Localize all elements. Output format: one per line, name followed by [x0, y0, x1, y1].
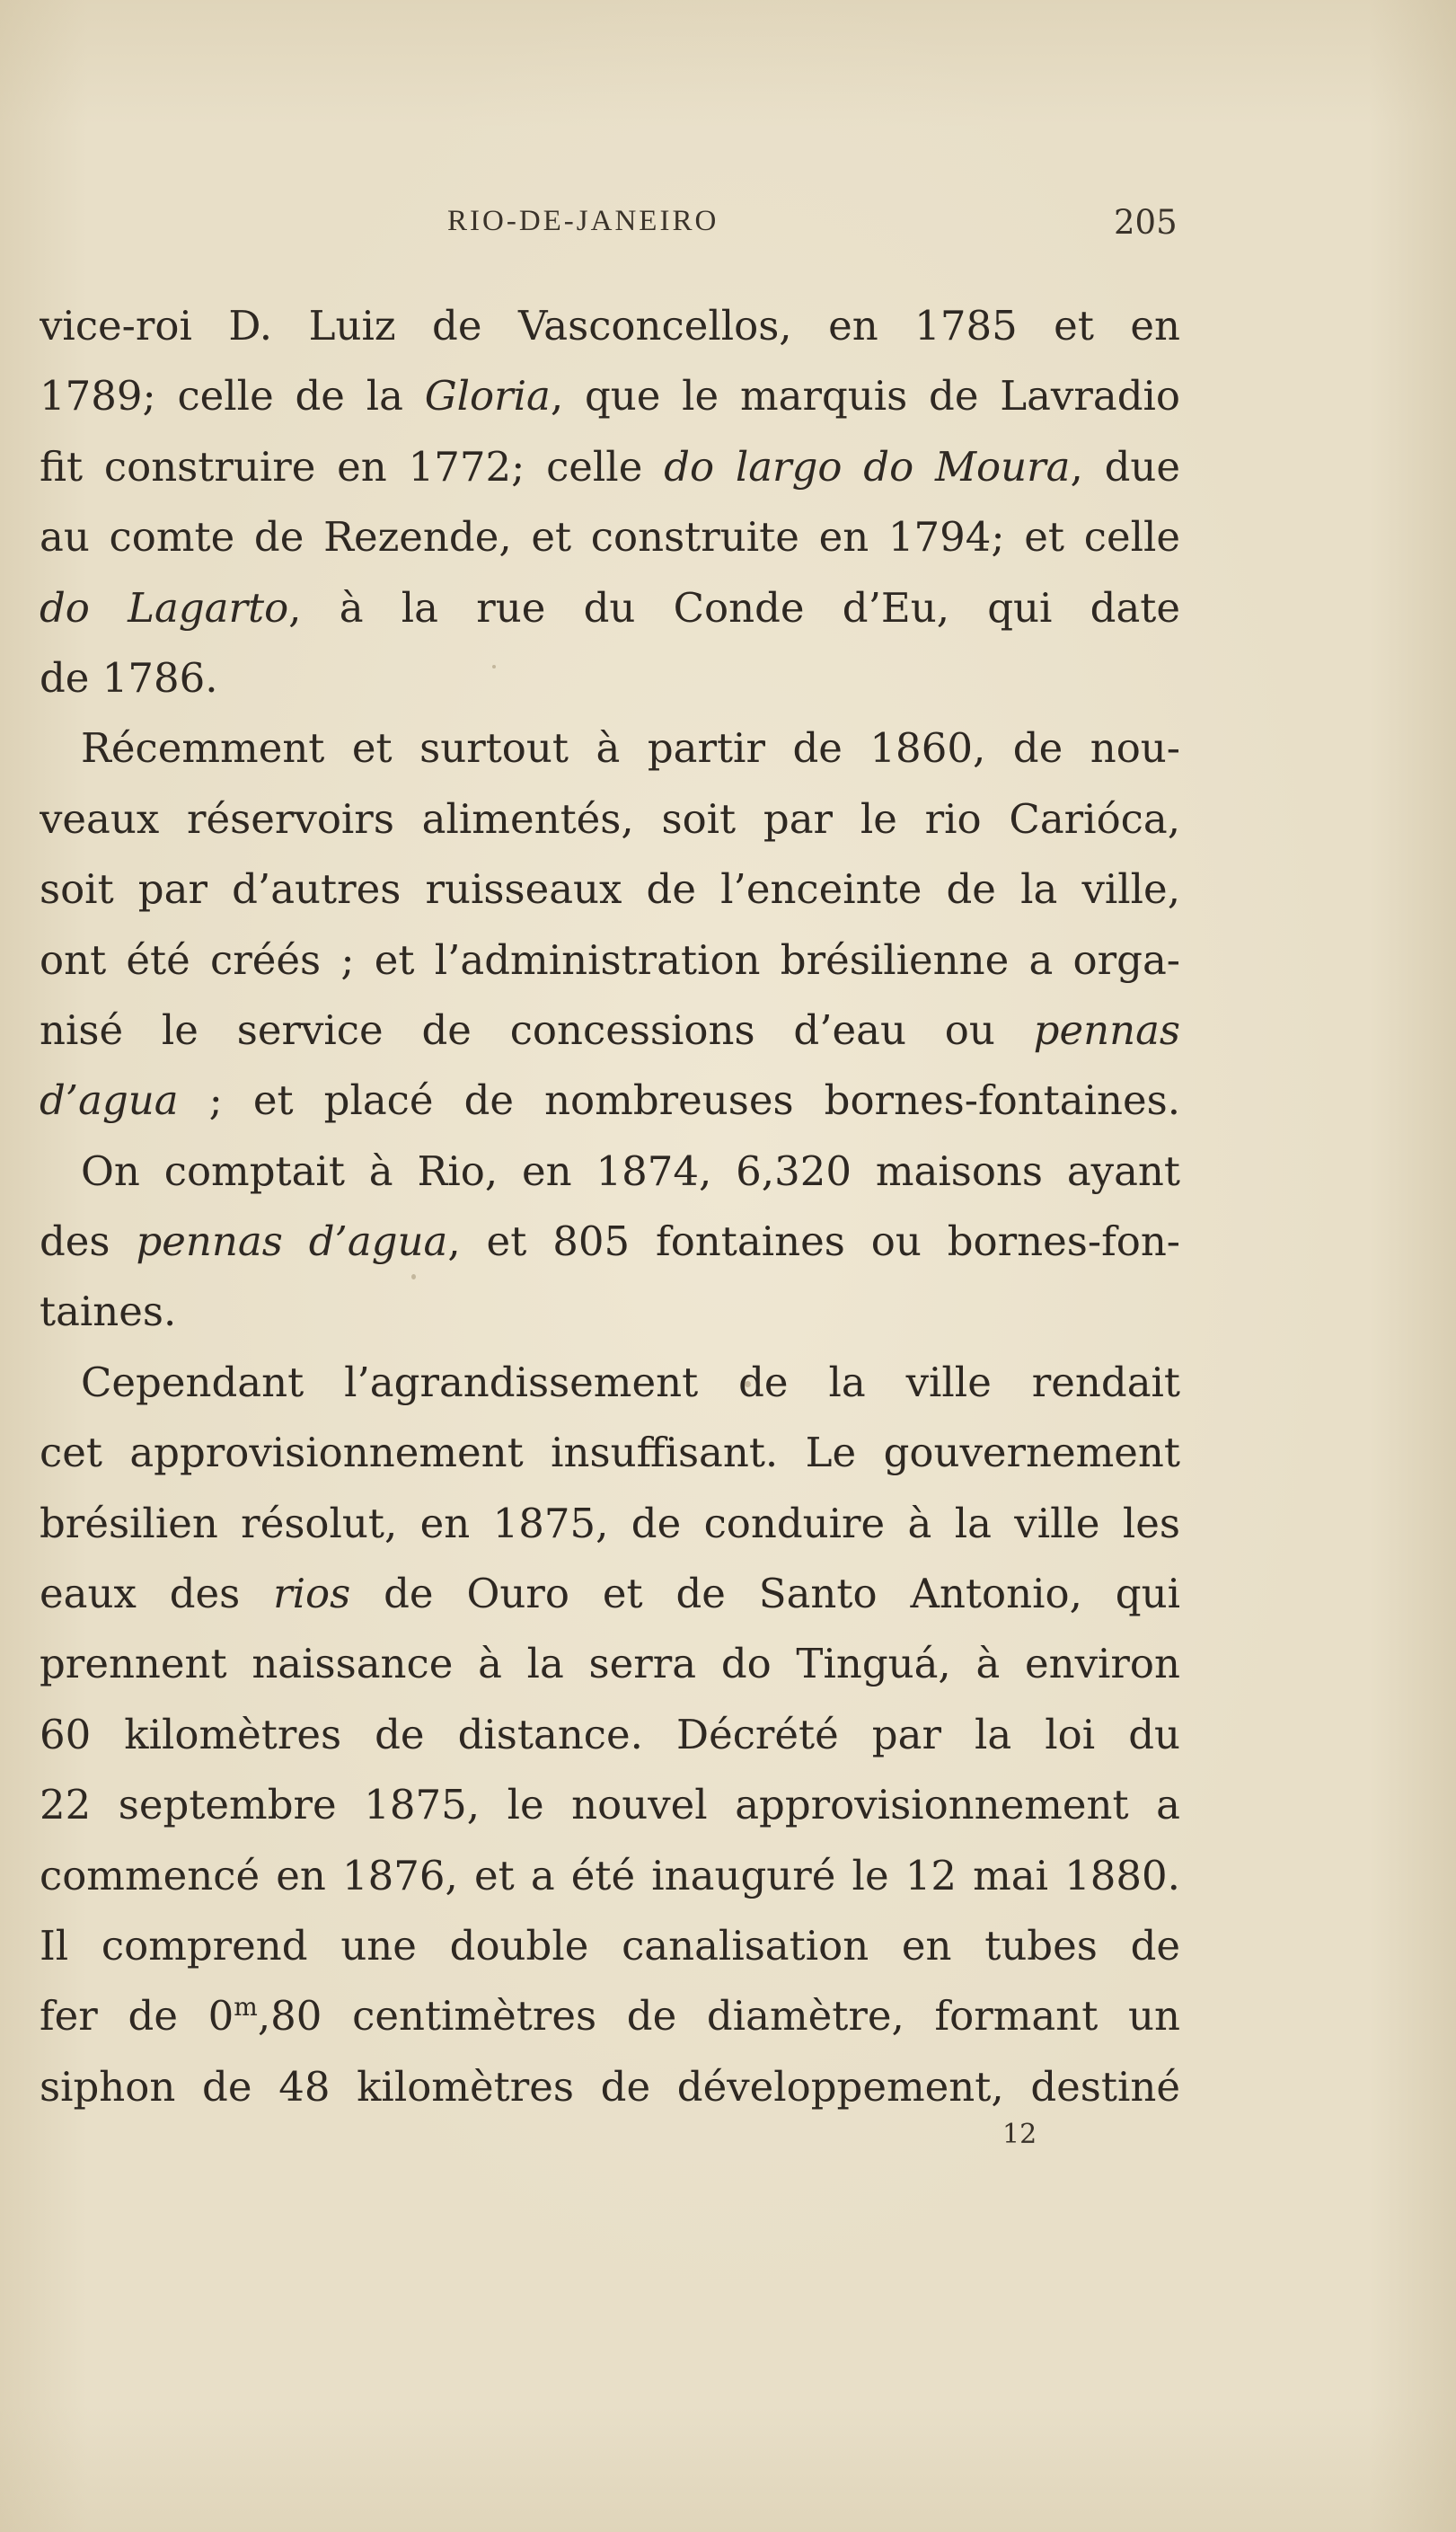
text-segment: de 1786.: [40, 653, 218, 702]
superscript: m: [234, 1992, 258, 2023]
paper-spot: [411, 1274, 416, 1279]
text-line: [40, 1418, 1180, 1488]
text-line: [40, 1066, 1180, 1136]
text-segment: fer de 0: [40, 1992, 234, 2041]
italic-text: rios: [273, 1570, 351, 1618]
text-line: [40, 361, 1180, 431]
text-segment: des: [40, 1217, 137, 1266]
text-segment: au comte de Rezende, et construite en 1794; et celle: [40, 513, 1180, 562]
text-line: [40, 1629, 1180, 1699]
text-segment: ont été créés ; et l’administration brésilienne a orga-: [40, 935, 1180, 984]
italic-text: d’agua: [40, 1076, 179, 1125]
italic-text: pennas: [1033, 1005, 1180, 1054]
text-line: [40, 1207, 1180, 1277]
text-segment: siphon de 48 kilomètres de développement, destiné: [40, 2062, 1180, 2111]
text-segment: nisé le service de concessions d’eau ou: [40, 1005, 1034, 1054]
signature-mark: 12: [1002, 2119, 1037, 2150]
text-segment: prennent naissance à la serra do Tinguá, à environ: [40, 1640, 1180, 1688]
text-segment: 1789; celle de la: [40, 372, 425, 421]
text-line: [40, 713, 1180, 784]
text-segment: veaux réservoirs alimentés, soit par le rio Carióca,: [40, 794, 1180, 843]
text-line: [40, 1348, 1180, 1418]
text-segment: Il comprend une double canalisation en tubes de: [40, 1921, 1180, 1970]
italic-text: do largo do Moura: [664, 442, 1071, 491]
text-line: [40, 1841, 1180, 1911]
paper-spot: [745, 1381, 751, 1387]
text-segment: On comptait à Rio, en 1874, 6,320 maisons ayant: [81, 1146, 1180, 1195]
text-segment: soit par d’autres ruisseaux de l’enceinte de la ville,: [40, 865, 1180, 914]
text-segment: commencé en 1876, et a été inauguré le 12 mai 1880.: [40, 1851, 1180, 1899]
italic-text: do Lagarto: [40, 583, 289, 632]
text-segment: Cependant l’agrandissement de la ville rendait: [81, 1358, 1180, 1406]
text-segment: ; et placé de nombreuses bornes-fontaines.: [178, 1076, 1180, 1125]
text-segment: Récemment et surtout à partir de 1860, de nou-: [81, 724, 1180, 773]
text-line: [40, 854, 1180, 925]
text-line: [40, 1137, 1180, 1207]
italic-text: pennas d’agua: [136, 1217, 448, 1266]
text-segment: taines.: [40, 1288, 177, 1336]
text-segment: eaux des: [40, 1570, 274, 1618]
text-line: [40, 502, 1180, 572]
text-segment: , et 805 fontaines ou bornes-fon-: [447, 1217, 1180, 1266]
body-text: [40, 291, 1180, 2122]
text-line: [40, 573, 1180, 643]
text-line: [40, 784, 1180, 854]
text-line: [40, 1489, 1180, 1559]
text-line: [40, 291, 1180, 361]
text-segment: 22 septembre 1875, le nouvel approvisionnement a: [40, 1781, 1180, 1829]
text-line: [40, 1770, 1180, 1840]
paper-spot: [492, 665, 496, 668]
text-line: [40, 1277, 1180, 1347]
text-line: [40, 925, 1180, 996]
text-segment: , que le marquis de Lavradio: [550, 372, 1180, 421]
text-segment: brésilien résolut, en 1875, de conduire à la ville les: [40, 1499, 1180, 1547]
text-segment: de Ouro et de Santo Antonio, qui: [350, 1570, 1180, 1618]
text-segment: vice-roi D. Luiz de Vasconcellos, en 1785 et en: [40, 302, 1180, 350]
italic-text: Gloria: [424, 372, 551, 421]
text-line: [40, 643, 1180, 713]
text-line: [40, 1911, 1180, 1981]
running-head: RIO-DE-JANEIRO: [447, 205, 719, 237]
text-line: [40, 996, 1180, 1066]
text-line: [40, 1981, 1180, 2051]
text-line: [40, 432, 1180, 502]
text-segment: , à la rue du Conde d’Eu, qui date: [288, 583, 1180, 632]
text-segment: cet approvisionnement insuffisant. Le gouvernement: [40, 1429, 1180, 1477]
text-segment: fit construire en 1772; celle: [40, 442, 665, 491]
text-line: [40, 2052, 1180, 2122]
page-number: 205: [1114, 203, 1178, 242]
text-segment: , due: [1070, 442, 1180, 491]
text-line: [40, 1700, 1180, 1770]
text-line: [40, 1559, 1180, 1629]
text-segment: 60 kilomètres de distance. Décrété par la loi du: [40, 1710, 1180, 1758]
text-segment: ,80 centimètres de diamètre, formant un: [257, 1992, 1180, 2041]
